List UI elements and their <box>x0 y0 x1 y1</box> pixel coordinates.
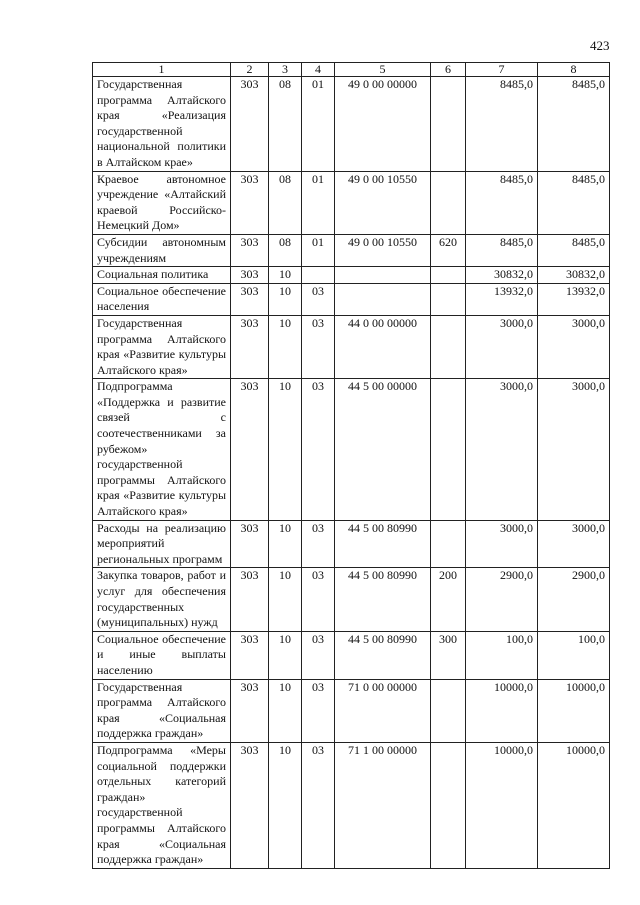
row-target-cell: 44 0 00 00000 <box>335 315 431 378</box>
row-target-cell <box>335 283 431 315</box>
row-target-cell: 49 0 00 10550 <box>335 171 431 234</box>
row-amount-cell: 8485,0 <box>466 77 538 172</box>
row-code-cell: 303 <box>231 234 269 266</box>
row-section-cell: 10 <box>269 631 302 679</box>
row-section-cell: 10 <box>269 379 302 520</box>
row-expense-type-cell <box>431 267 466 284</box>
table-row <box>93 171 610 234</box>
row-target-cell: 49 0 00 10550 <box>335 234 431 266</box>
row-code-cell: 303 <box>231 171 269 234</box>
row-amount-cell: 30832,0 <box>466 267 538 284</box>
header-cell: 1 <box>93 63 231 77</box>
table-row <box>93 315 610 378</box>
row-name-cell: Краевое автономное учреждение «Алтайский краевой Российско-Немецкий Дом» <box>93 171 231 234</box>
row-expense-type-cell <box>431 315 466 378</box>
row-name-cell: Социальное обеспечение и иные выплаты населению <box>93 631 231 679</box>
row-code-cell: 303 <box>231 379 269 520</box>
row-code-cell: 303 <box>231 520 269 568</box>
row-expense-type-cell <box>431 520 466 568</box>
row-amount-cell: 8485,0 <box>538 234 610 266</box>
row-amount-cell: 100,0 <box>538 631 610 679</box>
row-expense-type-cell <box>431 283 466 315</box>
row-subsection-cell: 03 <box>302 283 335 315</box>
header-cell: 8 <box>538 63 610 77</box>
row-name-cell: Государственная программа Алтайского края «Реализация государственной национальной политики в Алтайском крае» <box>93 77 231 172</box>
row-target-cell <box>335 267 431 284</box>
budget-table <box>92 62 610 869</box>
row-name-cell: Государственная программа Алтайского края «Развитие культуры Алтайского края» <box>93 315 231 378</box>
header-cell: 3 <box>269 63 302 77</box>
row-amount-cell: 3000,0 <box>466 315 538 378</box>
table-row <box>93 679 610 742</box>
row-target-cell: 44 5 00 80990 <box>335 631 431 679</box>
row-subsection-cell: 03 <box>302 520 335 568</box>
row-subsection-cell: 03 <box>302 679 335 742</box>
row-amount-cell: 8485,0 <box>466 171 538 234</box>
header-cell: 6 <box>431 63 466 77</box>
header-cell: 2 <box>231 63 269 77</box>
row-name-cell: Социальная политика <box>93 267 231 284</box>
row-subsection-cell: 03 <box>302 379 335 520</box>
table-row <box>93 379 610 520</box>
row-expense-type-cell <box>431 77 466 172</box>
row-section-cell: 10 <box>269 267 302 284</box>
row-amount-cell: 13932,0 <box>466 283 538 315</box>
row-subsection-cell: 03 <box>302 315 335 378</box>
table-row <box>93 267 610 284</box>
row-name-cell: Социальное обеспечение населения <box>93 283 231 315</box>
row-name-cell: Расходы на реализацию мероприятий региональных программ <box>93 520 231 568</box>
row-expense-type-cell <box>431 679 466 742</box>
table-row <box>93 283 610 315</box>
row-amount-cell: 3000,0 <box>538 520 610 568</box>
row-expense-type-cell <box>431 379 466 520</box>
row-code-cell: 303 <box>231 568 269 631</box>
row-expense-type-cell: 300 <box>431 631 466 679</box>
row-expense-type-cell <box>431 742 466 868</box>
row-amount-cell: 3000,0 <box>466 520 538 568</box>
table-row <box>93 77 610 172</box>
row-subsection-cell: 01 <box>302 171 335 234</box>
table-row <box>93 631 610 679</box>
table-row <box>93 520 610 568</box>
header-row <box>93 63 610 77</box>
row-amount-cell: 8485,0 <box>538 171 610 234</box>
row-amount-cell: 2900,0 <box>538 568 610 631</box>
row-target-cell: 71 1 00 00000 <box>335 742 431 868</box>
row-subsection-cell: 01 <box>302 234 335 266</box>
header-cell: 7 <box>466 63 538 77</box>
row-amount-cell: 8485,0 <box>466 234 538 266</box>
row-code-cell: 303 <box>231 315 269 378</box>
row-section-cell: 08 <box>269 77 302 172</box>
row-section-cell: 10 <box>269 742 302 868</box>
row-target-cell: 71 0 00 00000 <box>335 679 431 742</box>
row-amount-cell: 10000,0 <box>466 679 538 742</box>
row-name-cell: Подпрограмма «Поддержка и развитие связей с соотечественниками за рубежом» государственной программы Алтайского края «Развитие культуры Алтайского края» <box>93 379 231 520</box>
row-section-cell: 10 <box>269 520 302 568</box>
row-amount-cell: 2900,0 <box>466 568 538 631</box>
row-subsection-cell: 03 <box>302 568 335 631</box>
row-subsection-cell: 01 <box>302 77 335 172</box>
row-code-cell: 303 <box>231 742 269 868</box>
row-amount-cell: 100,0 <box>466 631 538 679</box>
row-amount-cell: 3000,0 <box>466 379 538 520</box>
row-target-cell: 44 5 00 80990 <box>335 568 431 631</box>
header-cell: 4 <box>302 63 335 77</box>
row-section-cell: 08 <box>269 171 302 234</box>
row-expense-type-cell: 620 <box>431 234 466 266</box>
row-subsection-cell <box>302 267 335 284</box>
page-number: 423 <box>590 38 610 53</box>
row-name-cell: Закупка товаров, работ и услуг для обеспечения государственных (муниципальных) нужд <box>93 568 231 631</box>
row-section-cell: 10 <box>269 568 302 631</box>
row-section-cell: 10 <box>269 283 302 315</box>
table-row <box>93 234 610 266</box>
row-target-cell: 44 5 00 00000 <box>335 379 431 520</box>
row-amount-cell: 3000,0 <box>538 379 610 520</box>
row-section-cell: 10 <box>269 679 302 742</box>
row-name-cell: Субсидии автономным учреждениям <box>93 234 231 266</box>
row-amount-cell: 10000,0 <box>538 742 610 868</box>
row-expense-type-cell: 200 <box>431 568 466 631</box>
row-code-cell: 303 <box>231 267 269 284</box>
row-target-cell: 44 5 00 80990 <box>335 520 431 568</box>
row-name-cell: Государственная программа Алтайского края «Социальная поддержка граждан» <box>93 679 231 742</box>
row-expense-type-cell <box>431 171 466 234</box>
header-cell: 5 <box>335 63 431 77</box>
row-name-cell: Подпрограмма «Меры социальной поддержки отдельных категорий граждан» государственной программы Алтайского края «Социальная поддержка граждан» <box>93 742 231 868</box>
row-amount-cell: 10000,0 <box>466 742 538 868</box>
row-section-cell: 08 <box>269 234 302 266</box>
row-subsection-cell: 03 <box>302 631 335 679</box>
row-code-cell: 303 <box>231 77 269 172</box>
row-amount-cell: 10000,0 <box>538 679 610 742</box>
row-subsection-cell: 03 <box>302 742 335 868</box>
row-code-cell: 303 <box>231 631 269 679</box>
row-amount-cell: 8485,0 <box>538 77 610 172</box>
table-row <box>93 568 610 631</box>
row-target-cell: 49 0 00 00000 <box>335 77 431 172</box>
row-code-cell: 303 <box>231 283 269 315</box>
table-row <box>93 742 610 868</box>
row-code-cell: 303 <box>231 679 269 742</box>
row-amount-cell: 3000,0 <box>538 315 610 378</box>
row-section-cell: 10 <box>269 315 302 378</box>
row-amount-cell: 13932,0 <box>538 283 610 315</box>
row-amount-cell: 30832,0 <box>538 267 610 284</box>
